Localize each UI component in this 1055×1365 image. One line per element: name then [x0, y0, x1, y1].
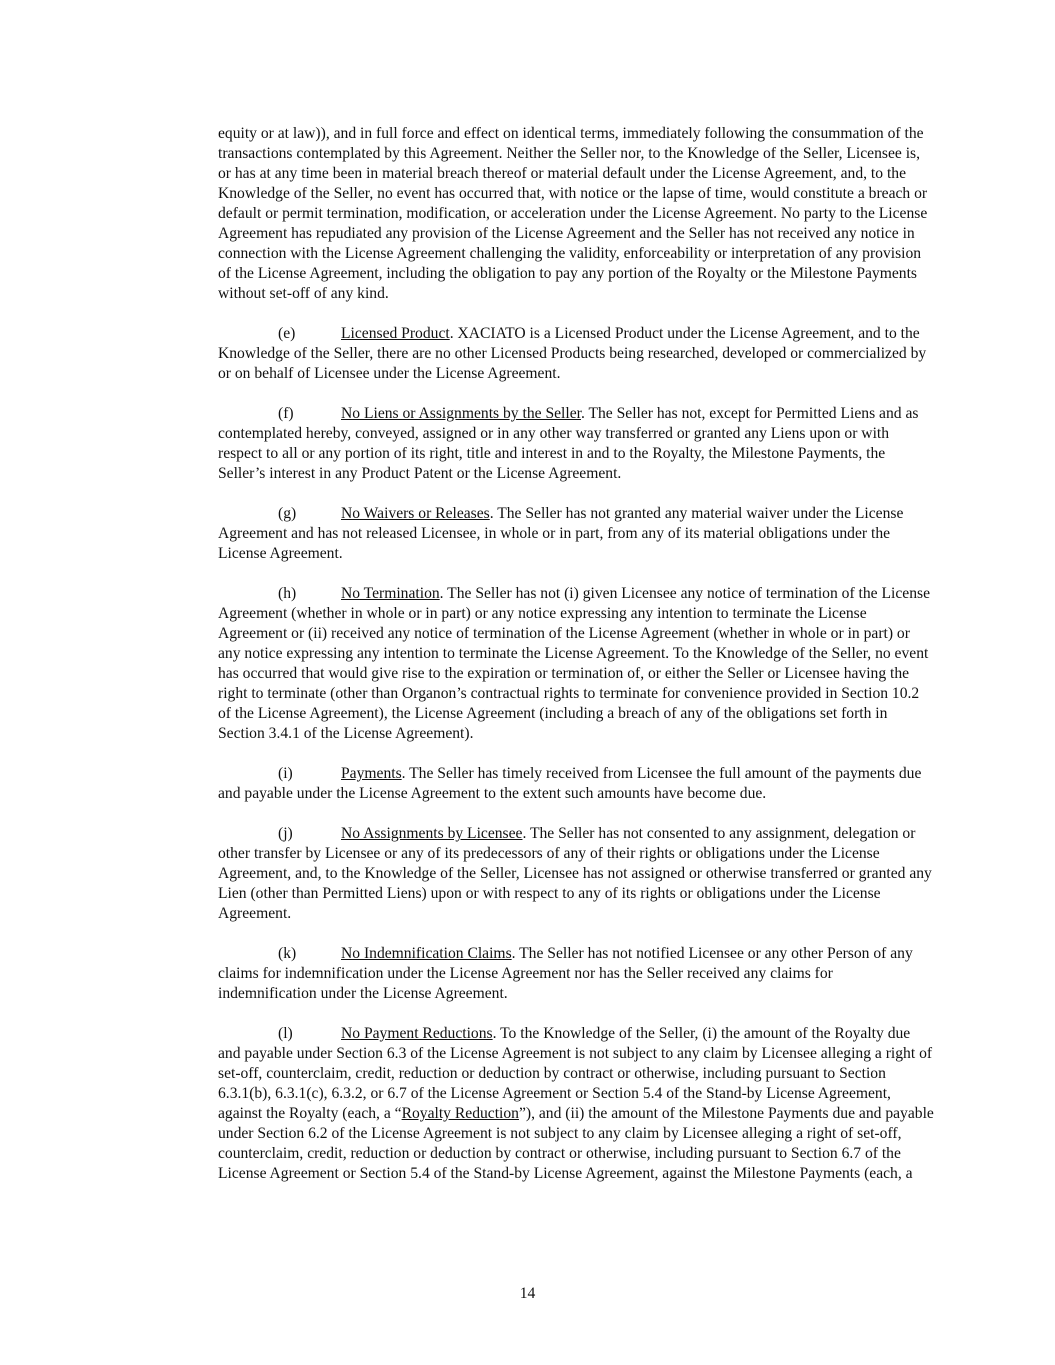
- section-text: . XACIATO is a Licensed Product under the License Agreement, and to the Knowledge of the Seller, there are no other Licensed Products being researched, developed or commercialized by or on behalf of Licensee under the License Agreement.: [218, 325, 927, 382]
- section-text: . The Seller has not, except for Permitted Liens and as contemplated hereby, conveyed, assigned or in any other way transferred or granted any Liens upon or with respect to all or any portion of its right, title and interest in and to the Royalty, the Milestone Payments, the Seller’s interest in any Product Patent or the License Agreement.: [218, 405, 919, 482]
- section-j: [218, 824, 934, 924]
- section-heading: No Payment Reductions: [341, 1025, 493, 1042]
- section-heading: No Assignments by Licensee: [341, 825, 523, 842]
- section-text: . The Seller has timely received from Licensee the full amount of the payments due and payable under the License Agreement to the extent such amounts have become due.: [218, 765, 922, 802]
- section-heading: No Waivers or Releases: [341, 505, 490, 522]
- page-number: 14: [519, 1285, 536, 1302]
- section-heading: Licensed Product: [341, 325, 450, 342]
- section-id: (i): [278, 765, 293, 782]
- section-heading: Payments: [341, 765, 402, 782]
- section-k: [218, 944, 934, 1004]
- section-id: (l): [278, 1025, 293, 1042]
- section-id: (f): [278, 405, 294, 422]
- section-id: (g): [278, 505, 297, 522]
- section-id: (h): [278, 585, 297, 602]
- section-heading: No Liens or Assignments by the Seller: [341, 405, 581, 422]
- defined-term: Royalty Reduction: [401, 1105, 519, 1122]
- section-l: [218, 1024, 934, 1184]
- section-text: . The Seller has not (i) given Licensee any notice of termination of the License Agreement (whether in whole or in part) or any notice expressing any intention to terminate the License Agreement or (ii) received any notice of termination of the License Agreement (whether in whole or in part) or any notice expressing any intention to terminate the License Agreement. To the Knowledge of the Seller, no event has occurred that would give rise to the expiration or termination of, or either the Seller or Licensee having the right to terminate (other than Organon’s contractual rights to terminate for convenience provided in Section 10.2 of the License Agreement), the License Agreement (including a breach of any of the obligations set forth in Section 3.4.1 of the License Agreement).: [218, 585, 930, 742]
- section-text: . The Seller has not notified Licensee or any other Person of any claims for indemnification under the License Agreement nor has the Seller received any claims for indemnification under the License Agreement.: [218, 945, 913, 1002]
- section-id: (k): [278, 945, 297, 962]
- section-g: [218, 504, 934, 564]
- section-i: [218, 764, 934, 804]
- section-heading: No Indemnification Claims: [341, 945, 512, 962]
- section-id: (j): [278, 825, 293, 842]
- section-text: . The Seller has not granted any material waiver under the License Agreement and has not released Licensee, in whole or in part, from any of its material obligations under the License Agreement.: [218, 505, 904, 562]
- section-f: [218, 404, 934, 484]
- section-heading: No Termination: [341, 585, 440, 602]
- section-e: [218, 324, 934, 384]
- section-text-continued: ”), and (ii) the amount of the Milestone Payments due and payable under Section 6.2 of the License Agreement is not subject to any claim by Licensee alleging a right of set-off, counterclaim, credit, reduction or deduction by contract or otherwise, including pursuant to Section 6.7 of the License Agreement or Section 5.4 of the Stand-by License Agreement, against the Milestone Payments (each, a: [218, 1105, 934, 1182]
- section-h: [218, 584, 934, 744]
- section-text: . The Seller has not consented to any assignment, delegation or other transfer by Licensee or any of its predecessors of any of their rights or obligations under the License Agreement, and, to the Knowledge of the Seller, Licensee has not assigned or otherwise transferred or granted any Lien (other than Permitted Liens) upon or with respect to any of its rights or obligations under the License Agreement.: [218, 825, 932, 922]
- section-id: (e): [278, 325, 296, 342]
- section-text: . To the Knowledge of the Seller, (i) the amount of the Royalty due and payable under Section 6.3 of the License Agreement is not subject to any claim by Licensee alleging a right of set-off, counterclaim, credit, reduction or deduction by contract or otherwise, including pursuant to Section 6.3.1(b), 6.3.1(c), 6.3.2, or 6.7 of the License Agreement or Section 5.4 of the Stand-by License Agreement, against the Royalty (each, a “: [218, 1025, 933, 1122]
- document-body: [218, 124, 934, 1204]
- intro-paragraph: equity or at law)), and in full force and effect on identical terms, immediately following the consummation of the transactions contemplated by this Agreement. Neither the Seller nor, to the Knowledge of the Seller, Licensee is, or has at any time been in material breach thereof or material default under the License Agreement, and, to the Knowledge of the Seller, no event has occurred that, with notice or the lapse of time, would constitute a breach or default or permit termination, modification, or acceleration under the License Agreement. No party to the License Agreement has repudiated any provision of the License Agreement and the Seller has not received any notice in connection with the License Agreement challenging the validity, enforceability or interpretation of any provision of the License Agreement, including the obligation to pay any portion of the Royalty or the Milestone Payments without set-off of any kind.: [218, 125, 928, 302]
